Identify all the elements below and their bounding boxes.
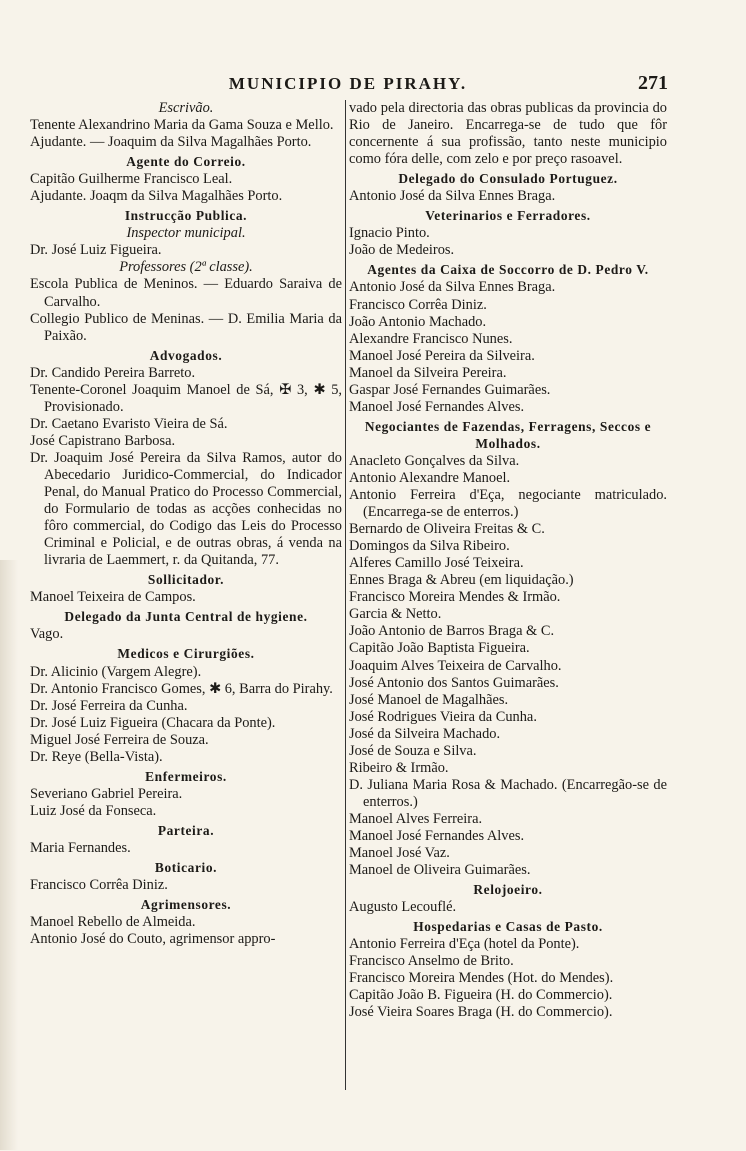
entry: Tenente-Coronel Joaquim Manoel de Sá, ✠ 3, ✱ 5, Provisionado. (30, 381, 342, 415)
section-heading: Relojoeiro. (473, 882, 543, 898)
entry: D. Juliana Maria Rosa & Machado. (Encarregão-se de enterros.) (349, 776, 667, 810)
entry: Capitão Guilherme Francisco Leal. (30, 171, 233, 188)
entry: Capitão João B. Figueira (H. do Commercio). (349, 987, 613, 1004)
entry: Gaspar José Fernandes Guimarães. (349, 381, 551, 398)
section-heading: Sollicitador. (147, 572, 225, 588)
entry: José Capistrano Barbosa. (30, 432, 176, 449)
entry: Antonio Ferreira d'Eça, negociante matriculado. (Encarrega-se de enterros.) (349, 487, 667, 521)
entry: Manoel José Vaz. (349, 845, 450, 862)
section-heading: Negociantes de Fazendas, Ferragens, Seccos e Molhados. (364, 418, 652, 451)
entry: Alexandre Francisco Nunes. (349, 330, 513, 347)
page-header (28, 72, 668, 100)
right-column (349, 100, 667, 1021)
entry: José Manoel de Magalhães. (349, 691, 509, 708)
entry: José da Silveira Machado. (349, 725, 501, 742)
section-heading: Agrimensores. (140, 897, 232, 913)
page-title: MUNICIPIO DE PIRAHY. (228, 74, 468, 93)
entry: Garcia & Netto. (349, 606, 442, 623)
entry: Antonio Ferreira d'Eça (hotel da Ponte). (349, 936, 580, 953)
entry: Joaquim Alves Teixeira de Carvalho. (349, 657, 562, 674)
column-divider (345, 100, 346, 1090)
entry: Dr. José Luiz Figueira. (30, 242, 162, 259)
entry: Dr. Caetano Evaristo Vieira de Sá. (30, 415, 228, 432)
section-heading: Enfermeiros. (145, 768, 227, 784)
entry: Francisco Anselmo de Brito. (349, 953, 514, 970)
entry: Escola Publica de Meninos. — Eduardo Saraiva de Carvalho. (30, 276, 342, 310)
entry: Francisco Moreira Mendes (Hot. do Mendes). (349, 970, 614, 987)
section-heading: Hospedarias e Casas de Pasto. (413, 919, 603, 935)
entry: Dr. José Ferreira da Cunha. (30, 697, 188, 714)
entry: João de Medeiros. (349, 242, 455, 259)
entry: Bernardo de Oliveira Freitas & C. (349, 521, 545, 538)
entry: Manoel de Oliveira Guimarães. (349, 862, 531, 879)
entry: Augusto Lecouflé. (349, 899, 457, 916)
entry: José Antonio dos Santos Guimarães. (349, 674, 559, 691)
entry: Dr. Joaquim José Pereira da Silva Ramos, autor do Abecedario Juridico-Commercial, do Indicador Penal, do Manual Pratico do Processo Commercial, do Formulario de todas as acções conhecidas no fôro commercial, do Codigo das Leis do Processo Criminal e Policial, e de outras obras, á venda na livraria de Laemmert, r. da Quitanda, 77. (30, 449, 342, 569)
entry: Antonio José da Silva Ennes Braga. (349, 279, 556, 296)
entry: Antonio José da Silva Ennes Braga. (349, 188, 556, 205)
section-heading: Delegado da Junta Central de hygiene. (64, 609, 308, 625)
entry: Manoel José Pereira da Silveira. (349, 347, 535, 364)
entry: Manoel José Fernandes Alves. (349, 398, 525, 415)
entry: Collegio Publico de Meninas. — D. Emilia Maria da Paixão. (30, 310, 342, 344)
entry: Manoel José Fernandes Alves. (349, 827, 525, 844)
entry: Manoel Teixeira de Campos. (30, 589, 196, 606)
entry: Severiano Gabriel Pereira. (30, 785, 183, 802)
entry: Dr. Candido Pereira Barreto. (30, 364, 196, 381)
section-heading: Boticario. (154, 860, 218, 876)
entry: Domingos da Silva Ribeiro. (349, 538, 510, 555)
entry: Tenente Alexandrino Maria da Gama Souza e Mello. (30, 117, 334, 134)
entry: Dr. Reye (Bella-Vista). (30, 748, 163, 765)
section-heading: Instrucção Publica. (124, 208, 248, 224)
section-heading: Agentes da Caixa de Soccorro de D. Pedro V. (367, 262, 649, 278)
subheading: Inspector municipal. (126, 225, 246, 242)
section-heading: Advogados. (149, 347, 223, 363)
entry: Capitão João Baptista Figueira. (349, 640, 530, 657)
section-heading: Medicos e Cirurgiões. (117, 646, 255, 662)
entry: João Antonio Machado. (349, 313, 487, 330)
entry: Antonio Alexandre Manoel. (349, 469, 511, 486)
entry: Luiz José da Fonseca. (30, 802, 157, 819)
entry: Manoel da Silveira Pereira. (349, 364, 507, 381)
page-number: 271 (638, 72, 668, 94)
subheading: Professores (2ª classe). (119, 259, 253, 276)
entry: Ajudante. — Joaquim da Silva Magalhães Porto. (30, 134, 312, 151)
entry: Antonio José do Couto, agrimensor appro- (30, 931, 276, 948)
left-column (30, 100, 342, 948)
entry: José de Souza e Silva. (349, 742, 477, 759)
entry: Anacleto Gonçalves da Silva. (349, 452, 520, 469)
entry: José Vieira Soares Braga (H. do Commercio). (349, 1004, 613, 1021)
entry: Maria Fernandes. (30, 839, 131, 856)
section-heading: Delegado do Consulado Portuguez. (398, 171, 618, 187)
entry: Manoel Rebello de Almeida. (30, 914, 196, 931)
entry: Ribeiro & Irmão. (349, 759, 449, 776)
entry: Manoel Alves Ferreira. (349, 810, 483, 827)
paragraph: vado pela directoria das obras publicas da provincia do Rio de Janeiro. Encarrega-se de tudo que fôr concernente á sua profissão, tanto neste municipio como fóra delle, com zelo e por preço rasoavel. (349, 100, 667, 168)
page-edge-stain (0, 560, 18, 1150)
entry: Dr. José Luiz Figueira (Chacara da Ponte). (30, 714, 276, 731)
entry: Dr. Antonio Francisco Gomes, ✱ 6, Barra do Pirahy. (30, 680, 333, 697)
entry: Francisco Corrêa Diniz. (349, 296, 487, 313)
entry: Miguel José Ferreira de Souza. (30, 731, 209, 748)
entry: Ennes Braga & Abreu (em liquidação.) (349, 572, 574, 589)
entry: Dr. Alicinio (Vargem Alegre). (30, 663, 202, 680)
entry: José Rodrigues Vieira da Cunha. (349, 708, 537, 725)
entry: João Antonio de Barros Braga & C. (349, 623, 555, 640)
entry: Vago. (30, 626, 64, 643)
section-heading: Agente do Correio. (126, 154, 246, 170)
entry: Francisco Corrêa Diniz. (30, 877, 168, 894)
section-heading: Parteira. (157, 822, 215, 838)
entry: Francisco Moreira Mendes & Irmão. (349, 589, 561, 606)
entry: Ajudante. Joaqm da Silva Magalhães Porto. (30, 188, 283, 205)
entry: Alferes Camillo José Teixeira. (349, 555, 524, 572)
section-heading: Veterinarios e Ferradores. (425, 208, 591, 224)
subheading: Escrivão. (158, 100, 214, 116)
entry: Ignacio Pinto. (349, 225, 430, 242)
